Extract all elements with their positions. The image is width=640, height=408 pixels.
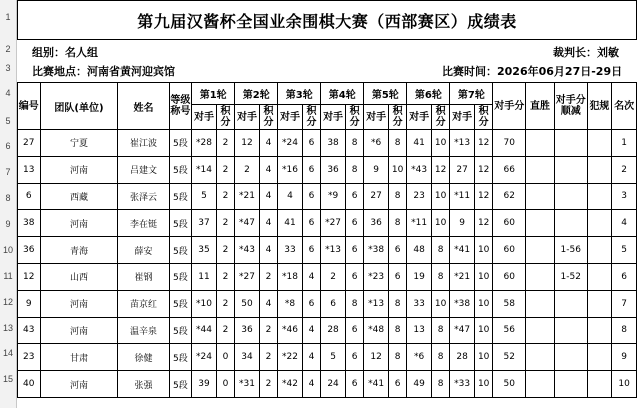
cell-opponent: *13 bbox=[450, 130, 475, 157]
row-number: 6 bbox=[5, 141, 11, 151]
referee-label: 裁判长：刘敏 bbox=[553, 46, 619, 59]
cell-opponent: *21 bbox=[450, 263, 475, 290]
cell-direct bbox=[526, 344, 555, 371]
cell-score: 6 bbox=[345, 210, 363, 237]
header-number: 编号 bbox=[18, 83, 41, 130]
cell-team: 河南 bbox=[40, 156, 118, 183]
cell-foul bbox=[587, 263, 612, 290]
cell-score: 8 bbox=[388, 130, 406, 157]
cell-direct bbox=[526, 290, 555, 317]
cell-score: 4 bbox=[302, 317, 320, 344]
cell-opponent: 39 bbox=[192, 371, 217, 398]
cell-number: 23 bbox=[18, 344, 41, 371]
cell-score: 12 bbox=[431, 156, 449, 183]
table-row bbox=[18, 130, 637, 157]
cell-foul bbox=[587, 237, 612, 264]
cell-score: 8 bbox=[345, 156, 363, 183]
cell-opponent: *8 bbox=[278, 290, 303, 317]
cell-score: 12 bbox=[474, 210, 492, 237]
table-row bbox=[18, 156, 637, 183]
cell-opponent: 12 bbox=[235, 130, 260, 157]
cell-team: 青海 bbox=[40, 237, 118, 264]
cell-score: 2 bbox=[259, 317, 277, 344]
cell-score: 6 bbox=[302, 183, 320, 210]
cell-opponent: *6 bbox=[407, 344, 432, 371]
cell-opp-score: 58 bbox=[493, 290, 526, 317]
cell-score: 10 bbox=[431, 290, 449, 317]
cell-opp-tiebreak: 1-56 bbox=[554, 237, 587, 264]
cell-grade: 5段 bbox=[169, 156, 192, 183]
group-label: 组别：名人组 bbox=[32, 46, 98, 59]
cell-name: 崔江波 bbox=[118, 130, 169, 157]
cell-opponent: 50 bbox=[235, 290, 260, 317]
cell-number: 36 bbox=[18, 237, 41, 264]
cell-foul bbox=[587, 156, 612, 183]
cell-name: 崔钢 bbox=[118, 263, 169, 290]
row-number: 12 bbox=[2, 297, 13, 307]
cell-foul bbox=[587, 183, 612, 210]
cell-opponent: 28 bbox=[321, 317, 346, 344]
cell-foul bbox=[587, 290, 612, 317]
cell-number: 12 bbox=[18, 263, 41, 290]
cell-score: 8 bbox=[388, 290, 406, 317]
cell-grade: 5段 bbox=[169, 263, 192, 290]
header-opp-round-6: 对手 bbox=[407, 105, 432, 130]
row-number: 11 bbox=[3, 271, 13, 281]
cell-score: 8 bbox=[388, 317, 406, 344]
cell-team: 甘肃 bbox=[40, 344, 118, 371]
table-row bbox=[18, 183, 637, 210]
cell-grade: 5段 bbox=[169, 290, 192, 317]
cell-rank: 3 bbox=[612, 183, 637, 210]
cell-score: 6 bbox=[302, 130, 320, 157]
cell-opponent: 41 bbox=[407, 130, 432, 157]
row-number: 4 bbox=[5, 88, 11, 98]
cell-opponent: 5 bbox=[192, 183, 217, 210]
cell-score: 10 bbox=[474, 263, 492, 290]
header-opp-round-7: 对手 bbox=[450, 105, 475, 130]
cell-score: 10 bbox=[388, 156, 406, 183]
cell-opponent: 48 bbox=[407, 237, 432, 264]
cell-score: 2 bbox=[259, 344, 277, 371]
cell-opponent: *18 bbox=[278, 263, 303, 290]
cell-number: 43 bbox=[18, 317, 41, 344]
cell-opponent: *31 bbox=[235, 371, 260, 398]
cell-opponent: 2 bbox=[321, 263, 346, 290]
cell-direct bbox=[526, 156, 555, 183]
cell-score: 4 bbox=[259, 183, 277, 210]
cell-number: 27 bbox=[18, 130, 41, 157]
cell-name: 薛安 bbox=[118, 237, 169, 264]
cell-name: 苗京红 bbox=[118, 290, 169, 317]
cell-opp-tiebreak bbox=[554, 317, 587, 344]
cell-foul bbox=[587, 344, 612, 371]
cell-direct bbox=[526, 317, 555, 344]
cell-opp-tiebreak bbox=[554, 344, 587, 371]
header-round-4: 第4轮 bbox=[321, 83, 364, 105]
header-name: 姓名 bbox=[118, 83, 169, 130]
cell-name: 张强 bbox=[118, 371, 169, 398]
cell-direct bbox=[526, 130, 555, 157]
cell-opponent: 9 bbox=[450, 210, 475, 237]
cell-score: 6 bbox=[345, 371, 363, 398]
cell-rank: 4 bbox=[612, 210, 637, 237]
cell-score: 6 bbox=[345, 263, 363, 290]
cell-number: 38 bbox=[18, 210, 41, 237]
cell-opponent: 11 bbox=[192, 263, 217, 290]
cell-opponent: 37 bbox=[192, 210, 217, 237]
header-score-round-3: 积分 bbox=[302, 105, 320, 130]
cell-opponent: 2 bbox=[235, 156, 260, 183]
cell-opponent: *27 bbox=[235, 263, 260, 290]
cell-direct bbox=[526, 237, 555, 264]
row-number: 1 bbox=[5, 12, 11, 22]
cell-direct bbox=[526, 183, 555, 210]
cell-opponent: *41 bbox=[450, 237, 475, 264]
cell-opponent: 13 bbox=[407, 317, 432, 344]
cell-opponent: *24 bbox=[278, 130, 303, 157]
header-score-round-7: 积分 bbox=[474, 105, 492, 130]
cell-score: 4 bbox=[302, 263, 320, 290]
cell-opponent: 19 bbox=[407, 263, 432, 290]
cell-direct bbox=[526, 263, 555, 290]
cell-opponent: 34 bbox=[235, 344, 260, 371]
cell-grade: 5段 bbox=[169, 344, 192, 371]
cell-score: 6 bbox=[345, 317, 363, 344]
header-direct: 直胜 bbox=[526, 83, 555, 130]
header-opp-round-1: 对手 bbox=[192, 105, 217, 130]
cell-score: 6 bbox=[302, 210, 320, 237]
cell-score: 2 bbox=[216, 156, 234, 183]
cell-opponent: 27 bbox=[364, 183, 389, 210]
cell-opponent: 41 bbox=[278, 210, 303, 237]
cell-opponent: *38 bbox=[450, 290, 475, 317]
cell-opponent: *11 bbox=[450, 183, 475, 210]
cell-score: 8 bbox=[431, 317, 449, 344]
cell-score: 4 bbox=[259, 290, 277, 317]
row-number: 7 bbox=[5, 167, 11, 177]
cell-number: 9 bbox=[18, 290, 41, 317]
cell-opponent: *21 bbox=[235, 183, 260, 210]
cell-score: 12 bbox=[474, 130, 492, 157]
cell-opponent: 49 bbox=[407, 371, 432, 398]
cell-score: 6 bbox=[302, 156, 320, 183]
cell-score: 2 bbox=[259, 263, 277, 290]
cell-opponent: 6 bbox=[321, 290, 346, 317]
cell-score: 2 bbox=[216, 183, 234, 210]
cell-opponent: *47 bbox=[235, 210, 260, 237]
row-number: 9 bbox=[5, 219, 11, 229]
cell-opponent: 35 bbox=[192, 237, 217, 264]
cell-team: 河南 bbox=[40, 317, 118, 344]
cell-opponent: *33 bbox=[450, 371, 475, 398]
cell-number: 6 bbox=[18, 183, 41, 210]
cell-opp-tiebreak bbox=[554, 371, 587, 398]
cell-team: 河南 bbox=[40, 210, 118, 237]
cell-score: 4 bbox=[302, 371, 320, 398]
header-round-7: 第7轮 bbox=[450, 83, 493, 105]
cell-opponent: 36 bbox=[321, 156, 346, 183]
cell-opponent: *27 bbox=[321, 210, 346, 237]
cell-score: 10 bbox=[431, 210, 449, 237]
cell-score: 8 bbox=[345, 130, 363, 157]
cell-score: 6 bbox=[345, 344, 363, 371]
cell-team: 河南 bbox=[40, 290, 118, 317]
cell-rank: 2 bbox=[612, 156, 637, 183]
cell-grade: 5段 bbox=[169, 183, 192, 210]
cell-score: 6 bbox=[302, 237, 320, 264]
table-row bbox=[18, 344, 637, 371]
cell-score: 12 bbox=[474, 156, 492, 183]
cell-rank: 8 bbox=[612, 317, 637, 344]
cell-score: 2 bbox=[216, 290, 234, 317]
cell-opponent: *38 bbox=[364, 237, 389, 264]
cell-rank: 6 bbox=[612, 263, 637, 290]
cell-opponent: 36 bbox=[235, 317, 260, 344]
cell-score: 10 bbox=[474, 344, 492, 371]
cell-opponent: 23 bbox=[407, 183, 432, 210]
cell-opponent: *13 bbox=[364, 290, 389, 317]
cell-grade: 5段 bbox=[169, 210, 192, 237]
cell-score: 6 bbox=[345, 183, 363, 210]
cell-score: 6 bbox=[345, 237, 363, 264]
row-number: 14 bbox=[2, 348, 13, 358]
cell-score: 4 bbox=[259, 130, 277, 157]
cell-score: 8 bbox=[388, 183, 406, 210]
cell-opp-score: 56 bbox=[493, 317, 526, 344]
header-opp-tiebreak: 对手分顺减 bbox=[554, 83, 587, 130]
cell-opponent: 24 bbox=[321, 371, 346, 398]
cell-score: 2 bbox=[216, 210, 234, 237]
header-round-1: 第1轮 bbox=[192, 83, 235, 105]
cell-score: 10 bbox=[474, 371, 492, 398]
cell-score: 6 bbox=[388, 371, 406, 398]
cell-opponent: *9 bbox=[321, 183, 346, 210]
cell-opp-score: 62 bbox=[493, 183, 526, 210]
cell-opp-score: 60 bbox=[493, 210, 526, 237]
cell-opponent: *6 bbox=[364, 130, 389, 157]
cell-opponent: 33 bbox=[278, 237, 303, 264]
row-number: 15 bbox=[2, 374, 13, 384]
cell-number: 13 bbox=[18, 156, 41, 183]
cell-score: 10 bbox=[431, 130, 449, 157]
cell-name: 温辛泉 bbox=[118, 317, 169, 344]
cell-opp-tiebreak bbox=[554, 210, 587, 237]
cell-opponent: *14 bbox=[192, 156, 217, 183]
cell-opponent: *11 bbox=[407, 210, 432, 237]
cell-score: 4 bbox=[259, 237, 277, 264]
header-score-round-5: 积分 bbox=[388, 105, 406, 130]
row-gutter bbox=[0, 0, 17, 408]
cell-opponent: 12 bbox=[364, 344, 389, 371]
header-opp-round-5: 对手 bbox=[364, 105, 389, 130]
cell-opponent: 5 bbox=[321, 344, 346, 371]
cell-foul bbox=[587, 317, 612, 344]
cell-score: 4 bbox=[259, 210, 277, 237]
cell-opponent: *46 bbox=[278, 317, 303, 344]
cell-direct bbox=[526, 371, 555, 398]
cell-opponent: *10 bbox=[192, 290, 217, 317]
cell-grade: 5段 bbox=[169, 130, 192, 157]
cell-score: 2 bbox=[216, 263, 234, 290]
cell-score: 6 bbox=[388, 263, 406, 290]
cell-opponent: *23 bbox=[364, 263, 389, 290]
cell-score: 2 bbox=[216, 237, 234, 264]
cell-opponent: *44 bbox=[192, 317, 217, 344]
cell-score: 12 bbox=[474, 183, 492, 210]
header-rank: 名次 bbox=[612, 83, 637, 130]
cell-opp-tiebreak bbox=[554, 156, 587, 183]
header-opp-round-4: 对手 bbox=[321, 105, 346, 130]
cell-opp-score: 60 bbox=[493, 237, 526, 264]
cell-score: 6 bbox=[388, 237, 406, 264]
cell-opponent: *28 bbox=[192, 130, 217, 157]
table-row bbox=[18, 317, 637, 344]
cell-number: 40 bbox=[18, 371, 41, 398]
cell-opponent: *41 bbox=[364, 371, 389, 398]
header-row-1 bbox=[18, 83, 637, 105]
header-opp-round-2: 对手 bbox=[235, 105, 260, 130]
cell-score: 8 bbox=[431, 371, 449, 398]
table-row bbox=[18, 371, 637, 398]
cell-name: 张泽云 bbox=[118, 183, 169, 210]
cell-score: 10 bbox=[474, 317, 492, 344]
cell-opp-tiebreak bbox=[554, 183, 587, 210]
cell-score: 4 bbox=[259, 156, 277, 183]
cell-score: 8 bbox=[388, 210, 406, 237]
cell-opponent: 4 bbox=[278, 183, 303, 210]
header-foul: 犯规 bbox=[587, 83, 612, 130]
cell-opponent: *16 bbox=[278, 156, 303, 183]
cell-score: 2 bbox=[259, 371, 277, 398]
cell-score: 0 bbox=[216, 344, 234, 371]
cell-score: 8 bbox=[431, 344, 449, 371]
cell-grade: 5段 bbox=[169, 237, 192, 264]
cell-name: 徐健 bbox=[118, 344, 169, 371]
cell-score: 10 bbox=[474, 290, 492, 317]
cell-opponent: *48 bbox=[364, 317, 389, 344]
cell-opponent: *47 bbox=[450, 317, 475, 344]
header-score-round-1: 积分 bbox=[216, 105, 234, 130]
header-opp-score: 对手分 bbox=[493, 83, 526, 130]
cell-foul bbox=[587, 210, 612, 237]
header-round-6: 第6轮 bbox=[407, 83, 450, 105]
row-number: 2 bbox=[5, 44, 11, 54]
cell-team: 山西 bbox=[40, 263, 118, 290]
cell-foul bbox=[587, 130, 612, 157]
cell-team: 西藏 bbox=[40, 183, 118, 210]
results-body bbox=[18, 130, 637, 398]
row-number: 13 bbox=[2, 323, 13, 333]
header-opp-round-3: 对手 bbox=[278, 105, 303, 130]
cell-rank: 5 bbox=[612, 237, 637, 264]
header-round-2: 第2轮 bbox=[235, 83, 278, 105]
cell-score: 10 bbox=[474, 237, 492, 264]
cell-score: 2 bbox=[216, 130, 234, 157]
page-title: 第九届汉酱杯全国业余围棋大赛（西部赛区）成绩表 bbox=[17, 0, 637, 40]
cell-opp-score: 50 bbox=[493, 371, 526, 398]
cell-rank: 9 bbox=[612, 344, 637, 371]
cell-grade: 5段 bbox=[169, 371, 192, 398]
cell-opp-tiebreak bbox=[554, 130, 587, 157]
cell-opponent: *43 bbox=[235, 237, 260, 264]
header-score-round-4: 积分 bbox=[345, 105, 363, 130]
header-round-5: 第5轮 bbox=[364, 83, 407, 105]
cell-score: 8 bbox=[431, 237, 449, 264]
cell-name: 李在铤 bbox=[118, 210, 169, 237]
cell-score: 8 bbox=[431, 263, 449, 290]
table-row bbox=[18, 290, 637, 317]
cell-name: 吕建文 bbox=[118, 156, 169, 183]
venue-label: 比赛地点：河南省黄河迎宾馆 bbox=[32, 65, 175, 78]
row-number: 10 bbox=[2, 245, 13, 255]
row-number: 5 bbox=[5, 116, 11, 126]
cell-grade: 5段 bbox=[169, 317, 192, 344]
header-round-3: 第3轮 bbox=[278, 83, 321, 105]
cell-opponent: *24 bbox=[192, 344, 217, 371]
cell-opponent: *42 bbox=[278, 371, 303, 398]
cell-opponent: 28 bbox=[450, 344, 475, 371]
table-row bbox=[18, 210, 637, 237]
header-score-round-2: 积分 bbox=[259, 105, 277, 130]
cell-opp-score: 60 bbox=[493, 263, 526, 290]
cell-opp-score: 52 bbox=[493, 344, 526, 371]
cell-opponent: *13 bbox=[321, 237, 346, 264]
cell-opponent: 9 bbox=[364, 156, 389, 183]
cell-score: 10 bbox=[431, 183, 449, 210]
cell-score: 8 bbox=[345, 290, 363, 317]
time-label: 比赛时间：2026年06月27日-29日 bbox=[442, 65, 623, 78]
cell-opponent: 36 bbox=[364, 210, 389, 237]
cell-score: 6 bbox=[302, 290, 320, 317]
cell-opp-tiebreak bbox=[554, 290, 587, 317]
cell-rank: 10 bbox=[612, 371, 637, 398]
cell-foul bbox=[587, 371, 612, 398]
cell-opp-tiebreak: 1-52 bbox=[554, 263, 587, 290]
table-row bbox=[18, 237, 637, 264]
cell-score: 4 bbox=[302, 344, 320, 371]
cell-opp-score: 70 bbox=[493, 130, 526, 157]
cell-team: 宁夏 bbox=[40, 130, 118, 157]
cell-opponent: *22 bbox=[278, 344, 303, 371]
cell-opponent: 38 bbox=[321, 130, 346, 157]
cell-team: 河南 bbox=[40, 371, 118, 398]
table-row bbox=[18, 263, 637, 290]
results-table bbox=[17, 82, 637, 398]
row-number: 8 bbox=[5, 193, 11, 203]
header-grade: 等级称号 bbox=[169, 83, 192, 130]
cell-score: 8 bbox=[388, 344, 406, 371]
header-score-round-6: 积分 bbox=[431, 105, 449, 130]
cell-rank: 7 bbox=[612, 290, 637, 317]
cell-rank: 1 bbox=[612, 130, 637, 157]
cell-direct bbox=[526, 210, 555, 237]
row-number: 3 bbox=[5, 63, 11, 73]
header-team: 团队(单位) bbox=[40, 83, 118, 130]
cell-score: 2 bbox=[216, 317, 234, 344]
cell-opponent: 27 bbox=[450, 156, 475, 183]
cell-opponent: *43 bbox=[407, 156, 432, 183]
cell-score: 0 bbox=[216, 371, 234, 398]
cell-opponent: 33 bbox=[407, 290, 432, 317]
cell-opp-score: 66 bbox=[493, 156, 526, 183]
